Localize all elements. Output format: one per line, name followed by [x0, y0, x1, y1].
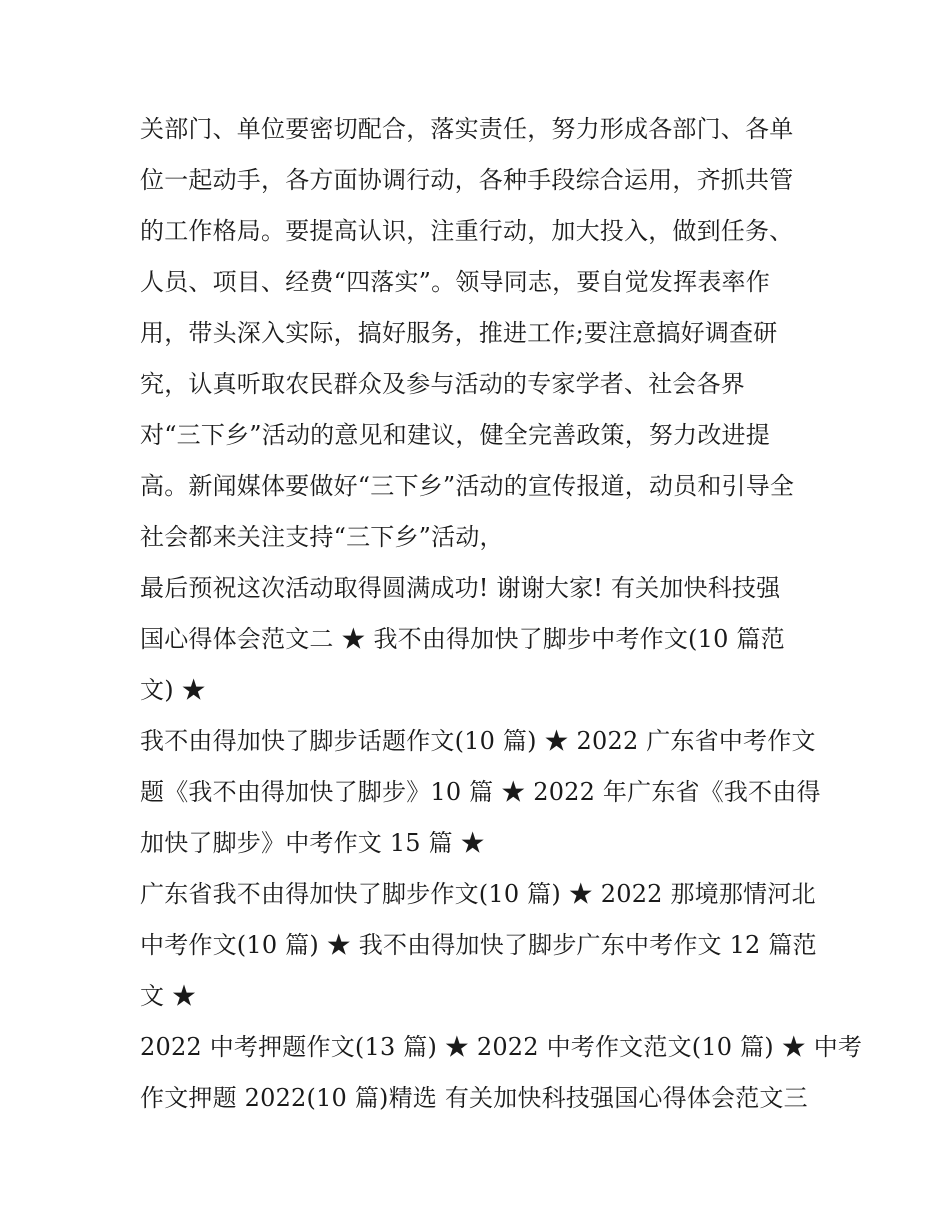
paragraph-5 [140, 1022, 863, 1124]
text-line: 最后预祝这次活动取得圆满成功! 谢谢大家! 有关加快科技强 [140, 574, 781, 602]
text-line: 究，认真听取农民群众及参与活动的专家学者、社会各界 [140, 370, 745, 398]
text-line: 国心得体会范文二 ★ 我不由得加快了脚步中考作文(10 篇范 [140, 625, 785, 653]
text-line: 用，带头深入实际，搞好服务，推进工作;要注意搞好调查研 [140, 319, 778, 347]
paragraph-2 [140, 563, 820, 716]
text-line: 作文押题 2022(10 篇)精选 有关加快科技强国心得体会范文三 [140, 1084, 808, 1112]
text-line: 2022 中考押题作文(13 篇) ★ 2022 中考作文范文(10 篇) ★ 中考 [140, 1033, 863, 1061]
text-line: 人员、项目、经费“四落实”。领导同志，要自觉发挥表率作 [140, 268, 770, 296]
paragraph-4 [140, 869, 820, 1022]
paragraph-1 [140, 104, 820, 563]
text-line: 中考作文(10 篇) ★ 我不由得加快了脚步广东中考作文 12 篇范 [140, 931, 817, 959]
text-line: 关部门、单位要密切配合，落实责任，努力形成各部门、各单 [140, 115, 794, 143]
document-body [140, 104, 863, 1124]
text-line: 对“三下乡”活动的意见和建议，健全完善政策，努力改进提 [140, 421, 770, 449]
text-line: 社会都来关注支持“三下乡”活动， [140, 523, 504, 551]
text-line: 广东省我不由得加快了脚步作文(10 篇) ★ 2022 那境那情河北 [140, 880, 816, 908]
text-line: 文 ★ [140, 982, 197, 1010]
text-line: 高。新闻媒体要做好“三下乡”活动的宣传报道，动员和引导全 [140, 472, 795, 500]
text-line: 文) ★ [140, 676, 206, 704]
text-line: 的工作格局。要提高认识，注重行动，加大投入，做到任务、 [140, 217, 794, 245]
paragraph-3 [140, 716, 820, 869]
text-line: 加快了脚步》中考作文 15 篇 ★ [140, 829, 485, 857]
text-line: 位一起动手，各方面协调行动，各种手段综合运用，齐抓共管 [140, 166, 794, 194]
text-line: 题《我不由得加快了脚步》10 篇 ★ 2022 年广东省《我不由得 [140, 778, 821, 806]
text-line: 我不由得加快了脚步话题作文(10 篇) ★ 2022 广东省中考作文 [140, 727, 816, 755]
